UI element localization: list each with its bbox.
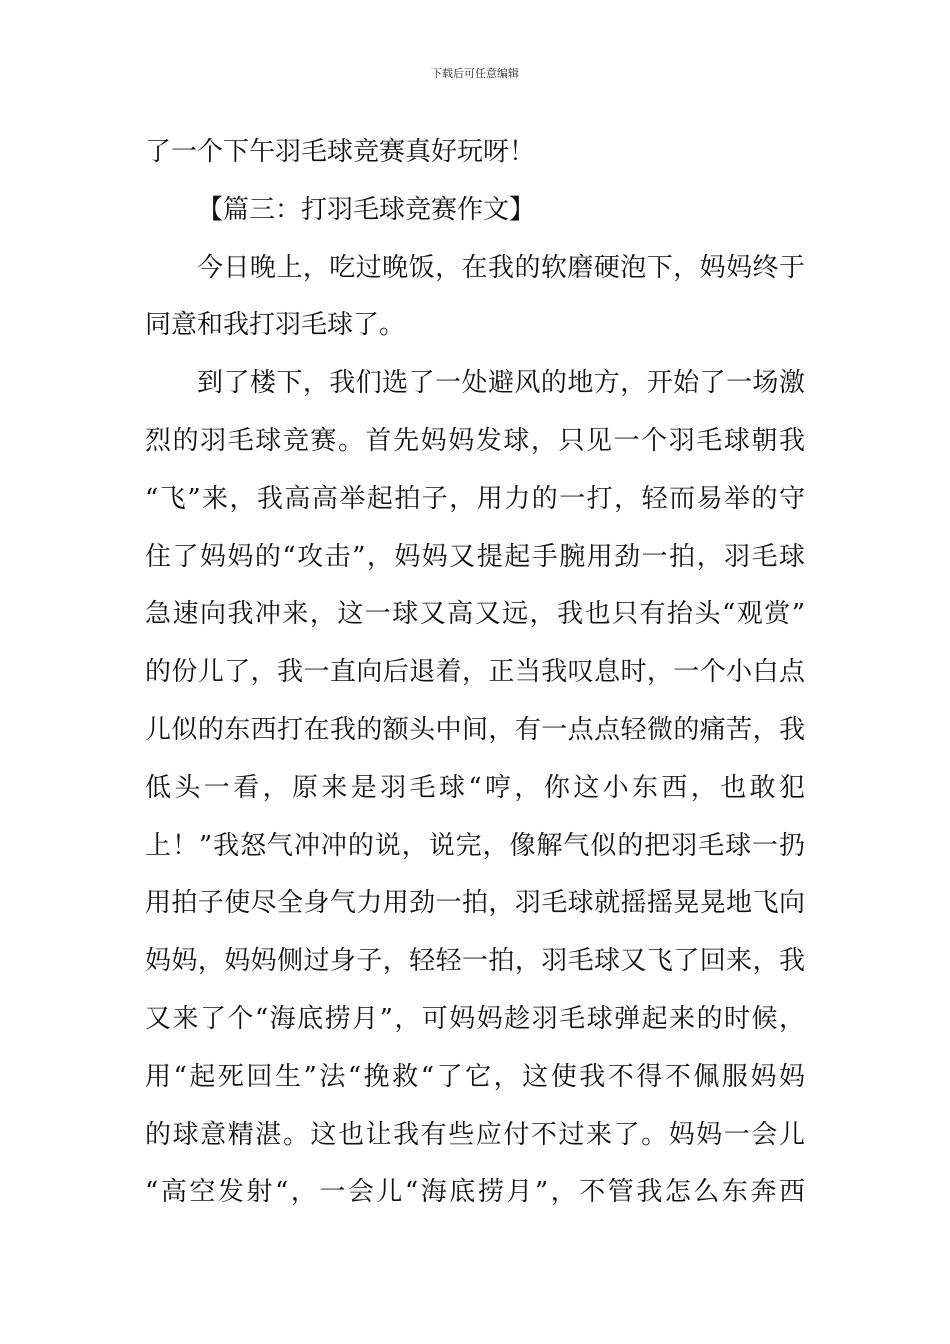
section-heading: 【篇三：打羽毛球竞赛作文】 [197, 194, 536, 225]
text-line: 烈的羽毛球竞赛。首先妈妈发球，只见一个羽毛球朝我 [145, 425, 805, 456]
text-line: “高空发射“，一会儿“海底捞月”，不管我怎么东奔西 [145, 1177, 805, 1208]
document-body [145, 124, 805, 1222]
text-line: 了一个下午羽毛球竞赛真好玩呀！ [145, 137, 536, 167]
text-line: “飞”来，我高高举起拍子，用力的一打，轻而易举的守 [145, 483, 805, 514]
text-line: 儿似的东西打在我的额头中间，有一点点轻微的痛苦，我 [145, 714, 805, 745]
page-header-note: 下载后可任意编辑 [431, 67, 519, 80]
text-line: 的球意精湛。这也让我有些应付不过来了。妈妈一会儿 [145, 1119, 805, 1150]
text-line: 妈妈，妈妈侧过身子，轻轻一拍，羽毛球又飞了回来，我 [145, 946, 805, 977]
text-line: 又来了个“海底捞月”，可妈妈趁羽毛球弹起来的时候， [145, 1003, 805, 1034]
text-line: 的份儿了，我一直向后退着，正当我叹息时，一个小白点 [145, 657, 805, 688]
text-line: 低头一看，原来是羽毛球“哼，你这小东西，也敢犯 [145, 772, 805, 803]
text-line: 同意和我打羽毛球了。 [145, 310, 406, 341]
text-line: 急速向我冲来，这一球又高又远，我也只有抬头“观赏” [145, 599, 805, 630]
text-line: 上！”我怒气冲冲的说，说完，像解气似的把羽毛球一扔 [145, 830, 805, 861]
text-line: 住了妈妈的“攻击”，妈妈又提起手腕用劲一拍，羽毛球 [145, 541, 805, 572]
text-line: 用“起死回生”法“挽救“了它，这使我不得不佩服妈妈 [145, 1061, 805, 1092]
text-line: 今日晚上，吃过晚饭，在我的软磨硬泡下，妈妈终于 [197, 252, 805, 283]
text-line: 用拍子使尽全身气力用劲一拍，羽毛球就摇摇晃晃地飞向 [145, 888, 805, 919]
text-line: 到了楼下，我们选了一处避风的地方，开始了一场激 [197, 368, 805, 399]
